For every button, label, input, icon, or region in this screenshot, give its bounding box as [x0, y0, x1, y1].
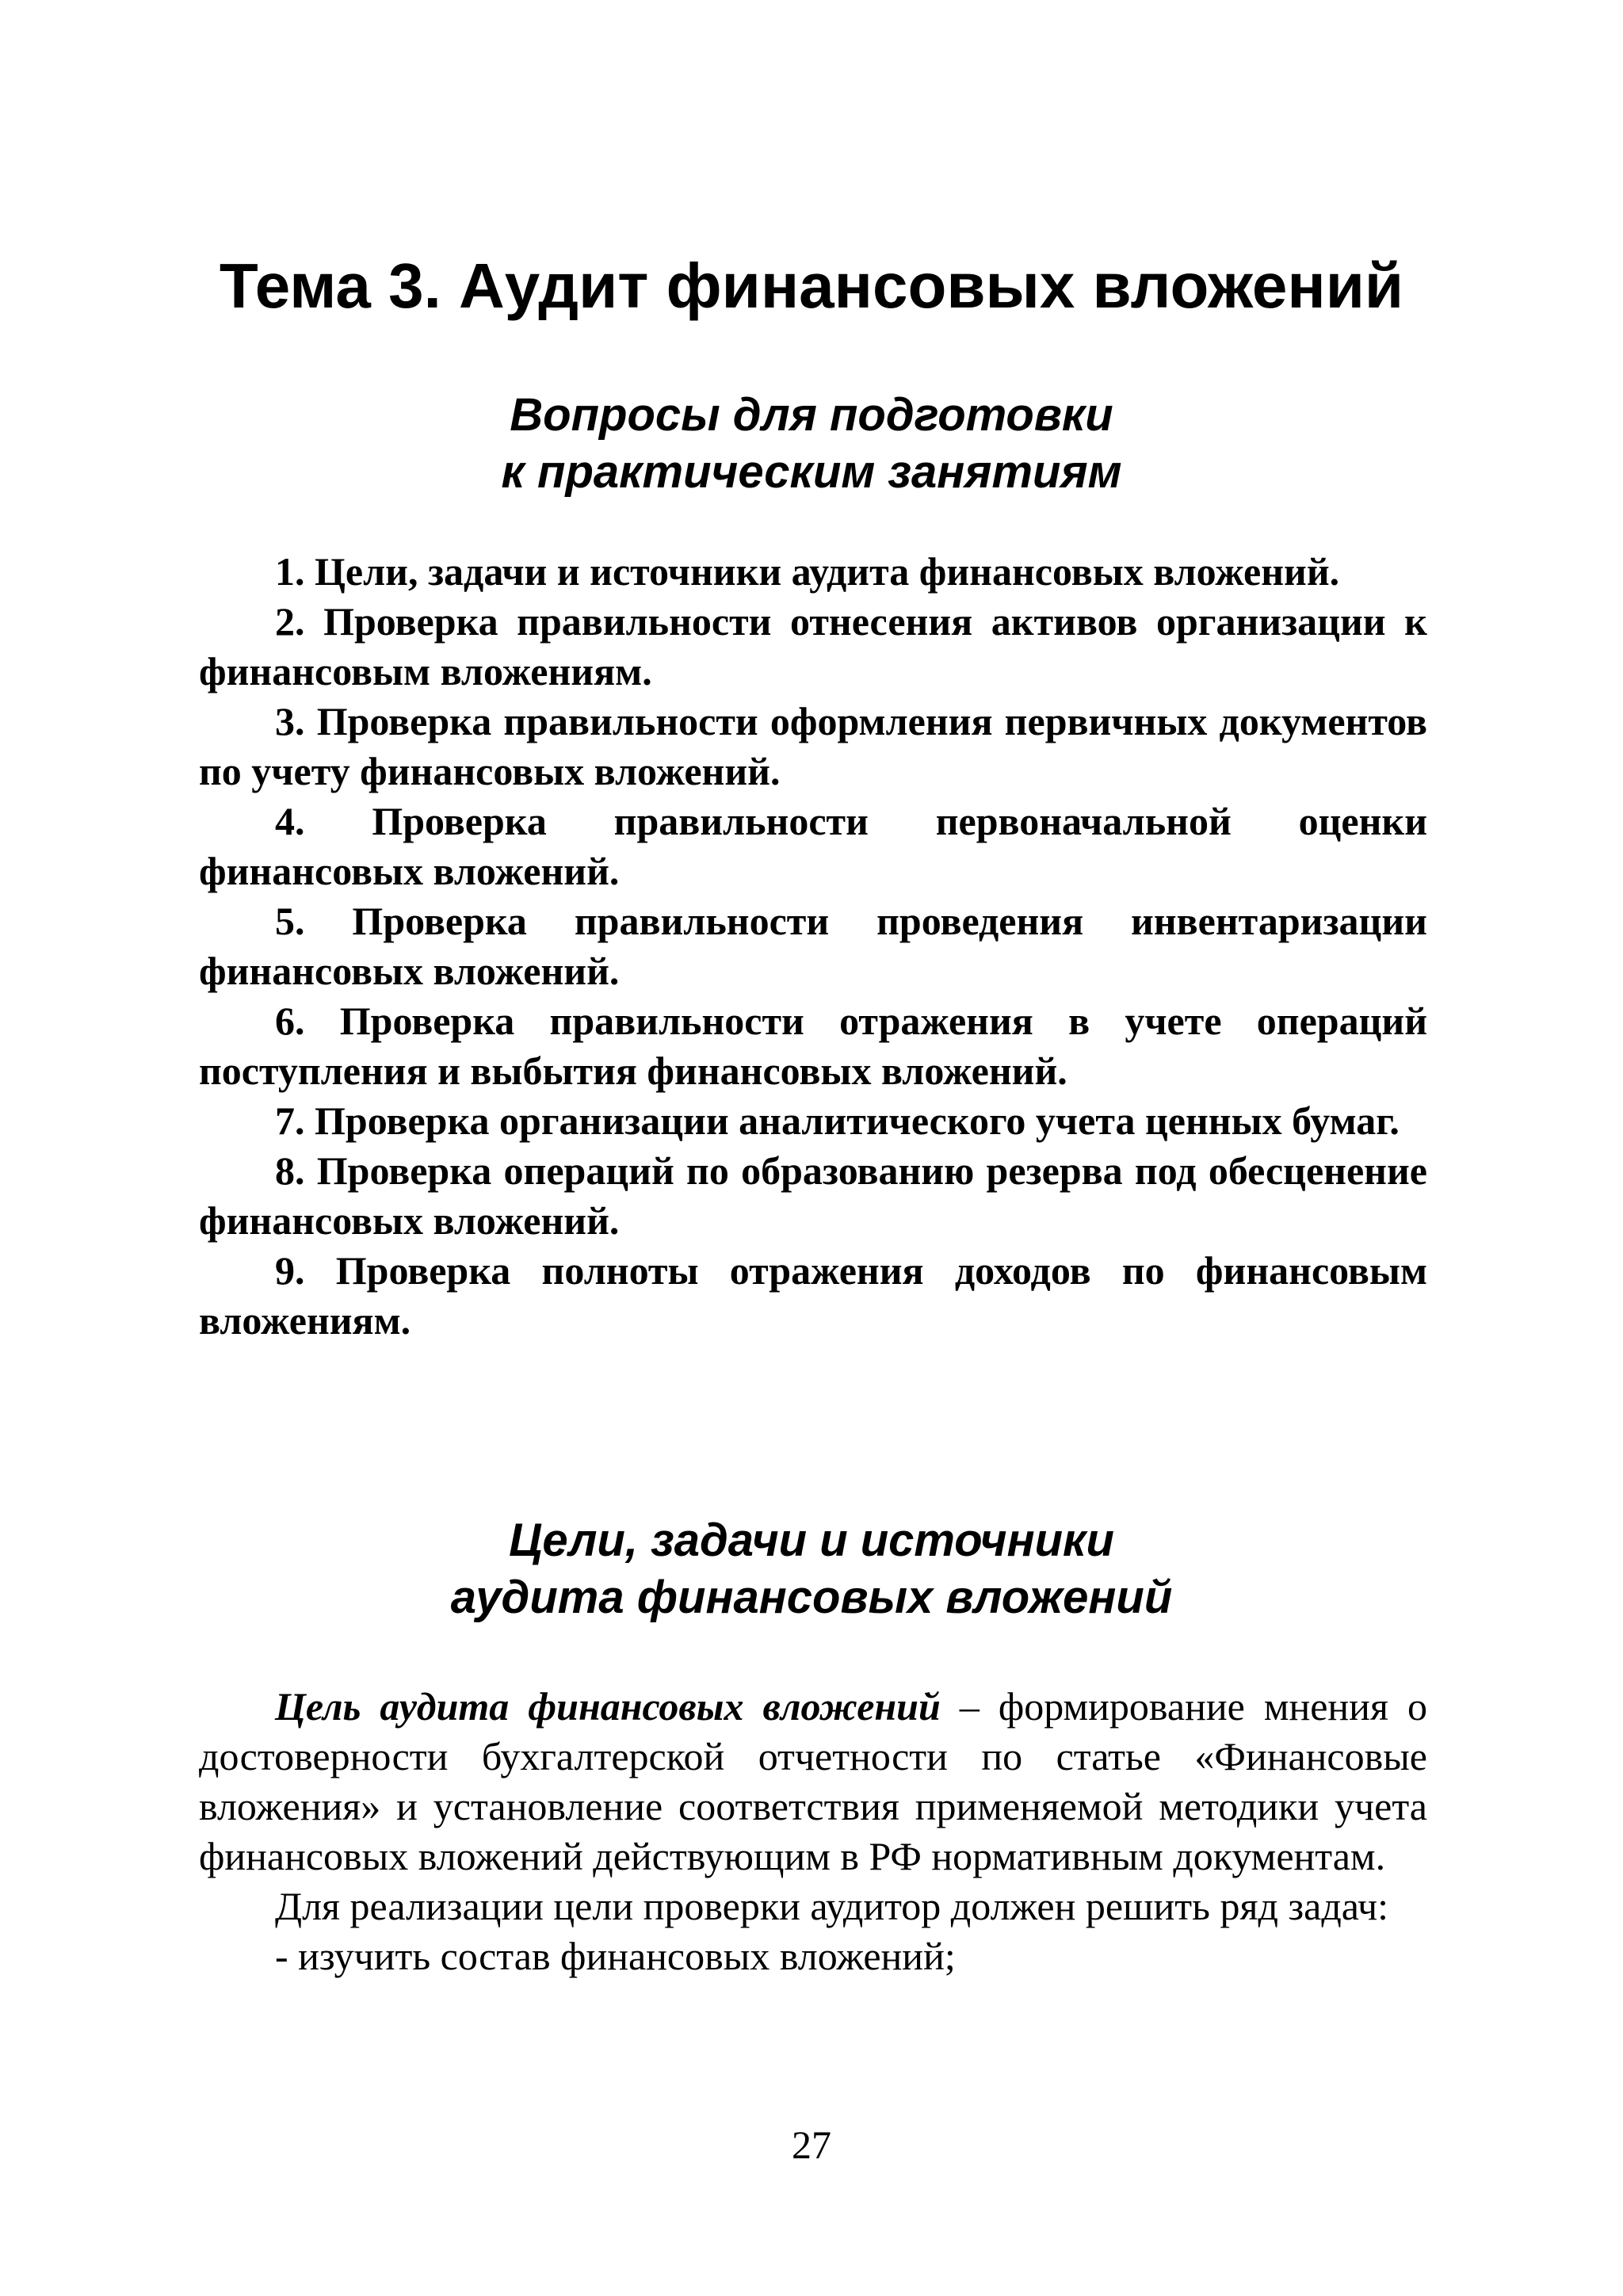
question-item-6: 6. Проверка правильности отражения в учете операций поступления и выбытия финансовых вложений.: [199, 999, 1427, 1093]
questions-heading-line-2: к практическим занятиям: [501, 446, 1122, 498]
goal-definition: – формирование мнения о достоверности бухгалтерской отчетности по статье «Финансовые вложения» и установление соответствия применяемой методики учета финансовых вложений действующим в РФ нормативным документам.: [199, 1684, 1427, 1878]
questions-heading-line-1: Вопросы для подготовки: [510, 389, 1113, 441]
tasks-intro-paragraph: Для реализации цели проверки аудитор должен решить ряд задач:: [275, 1884, 1389, 1928]
page-number: 27: [792, 2122, 831, 2167]
question-item-8: 8. Проверка операций по образованию резерва под обесценение финансовых вложений.: [199, 1148, 1427, 1243]
body-text: [199, 1682, 1427, 1981]
question-item-4: 4. Проверка правильности первоначальной оценки финансовых вложений.: [199, 799, 1427, 893]
section-heading-line-2: аудита финансовых вложений: [450, 1572, 1173, 1623]
question-item-9: 9. Проверка полноты отражения доходов по финансовым вложениям.: [199, 1248, 1427, 1343]
goal-term: Цель аудита финансовых вложений: [275, 1684, 941, 1729]
questions-list: [199, 547, 1427, 1346]
question-item-7: 7. Проверка организации аналитического учета ценных бумаг.: [275, 1098, 1400, 1143]
question-item-5: 5. Проверка правильности проведения инвентаризации финансовых вложений.: [199, 899, 1427, 993]
goal-paragraph: [199, 1682, 1427, 1881]
task-item-1: - изучить состав финансовых вложений;: [275, 1934, 956, 1978]
topic-title: Тема 3. Аудит финансовых вложений: [219, 250, 1404, 321]
question-item-2: 2. Проверка правильности отнесения активов организации к финансовым вложениям.: [199, 599, 1427, 693]
questions-heading: [0, 387, 1623, 501]
section-heading-line-1: Цели, задачи и источники: [509, 1515, 1114, 1566]
section-heading: [0, 1512, 1623, 1626]
question-item-3: 3. Проверка правильности оформления первичных документов по учету финансовых вложений.: [199, 699, 1427, 793]
question-item-1: 1. Цели, задачи и источники аудита финансовых вложений.: [275, 549, 1340, 594]
